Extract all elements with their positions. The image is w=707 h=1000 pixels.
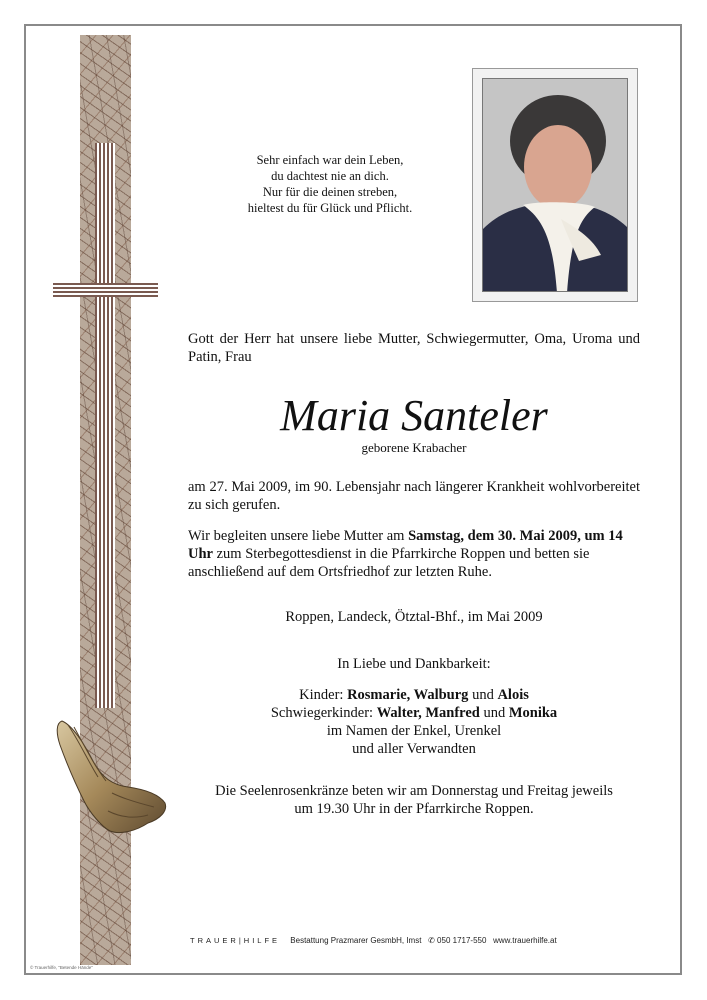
- copyright: © Trauerhilfe, "Betende Hände": [30, 965, 93, 970]
- in-laws-names: Monika: [508, 705, 558, 721]
- funeral-info: [188, 527, 640, 581]
- children-names: Alois: [497, 687, 529, 703]
- footer: [190, 936, 640, 945]
- poem-line: Nur für die deinen streben,: [262, 185, 398, 199]
- poem-line: Sehr einfach war dein Leben,: [256, 153, 404, 167]
- place-date: Roppen, Landeck, Ötztal-Bhf., im Mai 2009: [285, 609, 543, 625]
- death-notice: am 27. Mai 2009, im 90. Lebensjahr nach längerer Krankheit wohlvorbereitet zu sich gerufen.: [188, 479, 640, 513]
- funeral-text: Wir begleiten unsere liebe Mutter am: [188, 528, 409, 544]
- children-line: [188, 686, 640, 704]
- funeral-date: Samstag, dem 30. Mai 2009, um 14 Uhr: [188, 528, 623, 562]
- poem: [215, 152, 445, 216]
- praying-hands-icon: [50, 715, 170, 840]
- relatives-line: und aller Verwandten: [352, 741, 476, 757]
- portrait-image: [482, 78, 628, 292]
- deceased-name: Maria Santeler: [280, 391, 548, 440]
- children-label: Kinder:: [299, 687, 348, 703]
- in-laws-line: [188, 704, 640, 722]
- grandchildren-line: im Namen der Enkel, Urenkel: [326, 723, 502, 739]
- thanks-heading: In Liebe und Dankbarkeit:: [337, 656, 491, 672]
- rosary-line: Die Seelenrosenkränze beten wir am Donnerstag und Freitag jeweils: [215, 783, 613, 799]
- website[interactable]: www.trauerhilfe.at: [493, 936, 557, 945]
- conjunction: und: [479, 705, 509, 721]
- rosary-info: [188, 782, 640, 818]
- cross-vertical-beam: [95, 143, 115, 708]
- mourners: [188, 686, 640, 758]
- rosary-line: um 19.30 Uhr in der Pfarrkirche Roppen.: [294, 801, 534, 817]
- company-name: Bestattung Prazmarer GesmbH, Imst: [290, 936, 422, 945]
- phone-number: 050 1717-550: [437, 936, 487, 945]
- maiden-name: geborene Krabacher: [361, 440, 467, 455]
- in-laws-names: Walter, Manfred: [376, 705, 480, 721]
- poem-line: du dachtest nie an dich.: [271, 169, 389, 183]
- poem-line: hieltest du für Glück und Pflicht.: [247, 201, 413, 215]
- children-names: Rosmarie, Walburg: [347, 687, 469, 703]
- portrait-photo: [472, 68, 638, 302]
- cross-horizontal-beam: [53, 283, 158, 297]
- in-laws-label: Schwiegerkinder:: [270, 705, 377, 721]
- portrait-illustration: [483, 79, 628, 292]
- company-logo: TRAUER|HILFE: [190, 936, 281, 945]
- intro-text: Gott der Herr hat unsere liebe Mutter, Schwiegermutter, Oma, Uroma und Patin, Frau: [188, 331, 640, 365]
- phone-icon: ✆: [428, 936, 435, 945]
- funeral-text: zum Sterbegottesdienst in die Pfarrkirche Roppen und betten sie anschließend auf dem Ortsfriedhof zur letzten Ruhe.: [188, 546, 590, 580]
- conjunction: und: [468, 687, 498, 703]
